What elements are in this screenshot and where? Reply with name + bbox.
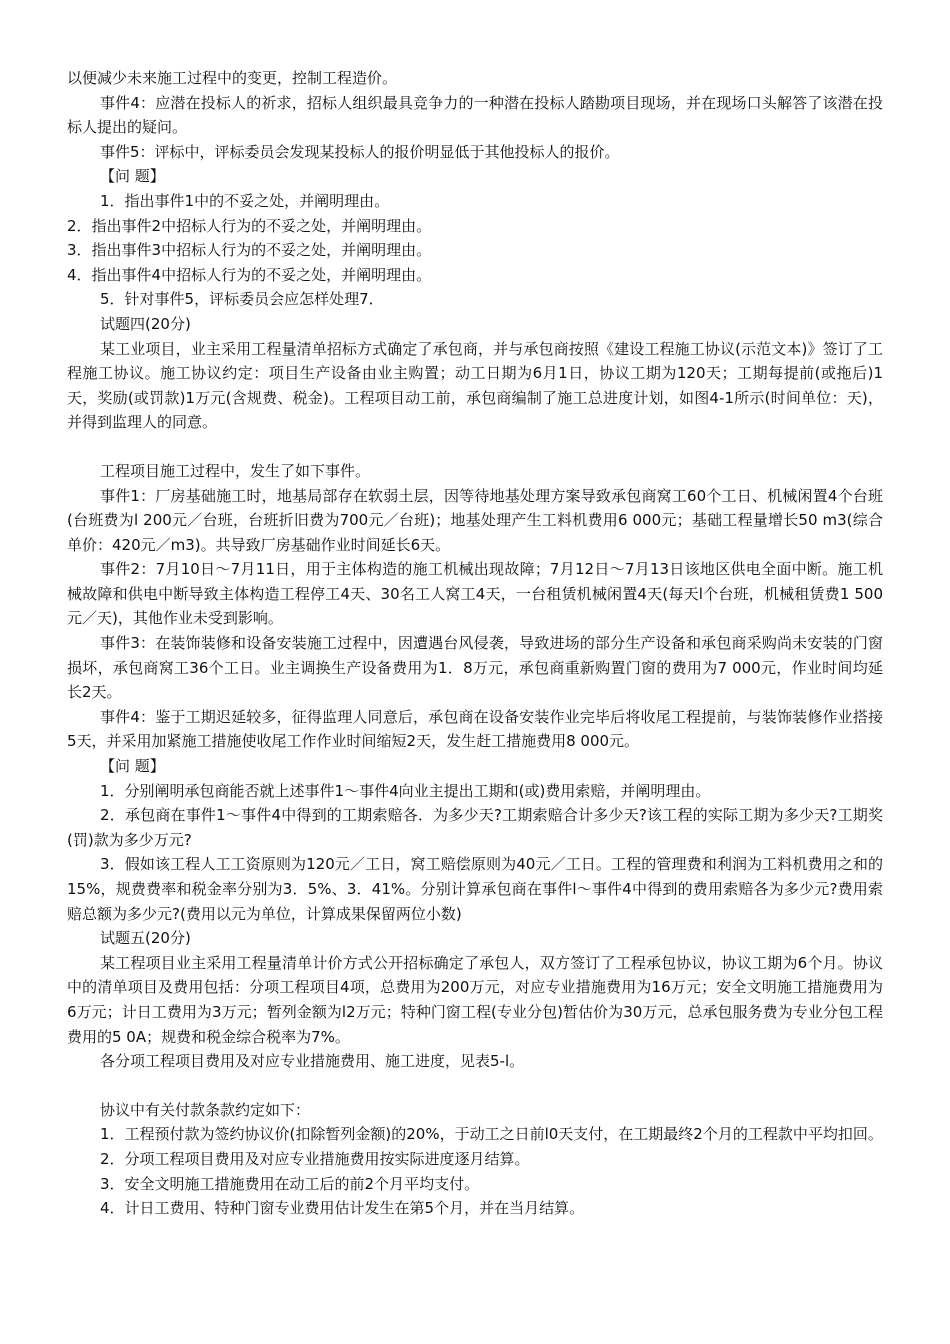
question-item: 2．指出事件2中招标人行为的不妥之处，并阐明理由。 <box>67 216 432 235</box>
question-item: 5．针对事件5，评标委员会应怎样处理7． <box>100 290 384 309</box>
paragraph: 某工业项目，业主采用工程量清单招标方式确定了承包商，并与承包商按照《建设工程施工协议(示范文本)》签订了工程施工协议。施工协议约定：项目生产设备由业主购置；动工日期为6月1日，协议工期为120天；工期每提前(或拖后)1天，奖励(或罚款)1万元(含规费、税金)。工程项目动工前，承包商编制了施工总进度计划，如图4-1所示(时间单位：天)，并得到监理人的同意。 <box>67 339 883 432</box>
paragraph: 工程项目施工过程中，发生了如下事件。 <box>100 461 371 480</box>
paragraph: 事件3：在装饰装修和设备安装施工过程中，因遭遇台风侵袭，导致进场的部分生产设备和承包商采购尚未安装的门窗损坏，承包商窝工36个工日。业主调换生产设备费用为1．8万元，承包商重新购置门窗的费用为7 000元，作业时间均延长2天。 <box>67 634 883 702</box>
question-item: 1．分别阐明承包商能否就上述事件1～事件4向业主提出工期和(或)费用索赔，并阐明理由。 <box>100 781 711 800</box>
paragraph: 事件4：鉴于工期迟延较多，征得监理人同意后，承包商在设备安装作业完毕后将收尾工程提前，与装饰装修作业搭接5天，并采用加紧施工措施使收尾工作作业时间缩短2天，发生赶工措施费用8 000元。 <box>67 707 883 751</box>
exam-question-title: 试题五(20分) <box>100 929 191 948</box>
question-item: 2．承包商在事件1～事件4中得到的工期索赔各．为多少天?工期索赔合计多少天?该工程的实际工期为多少天?工期奖(罚)款为多少万元? <box>67 806 883 849</box>
paragraph: 协议中有关付款条款约定如下： <box>100 1100 311 1119</box>
question-item: 1．指出事件1中的不妥之处，并阐明理由。 <box>100 191 390 210</box>
paragraph: 以便减少未来施工过程中的变更，控制工程造价。 <box>67 69 398 87</box>
payment-clause: 3．安全文明施工措施费用在动工后的前2个月平均支付。 <box>100 1174 480 1193</box>
section-heading: 【问 题】 <box>100 167 165 186</box>
paragraph: 事件2：7月10日～7月11日，用于主体构造的施工机械出现故障；7月12日～7月13日该地区供电全面中断。施工机械故障和供电中断导致主体构造工程停工4天、30名工人窝工4天，一台租赁机械闲置4天(每天l个台班，机械租赁费1 500元／天)，其他作业未受到影响。 <box>67 560 883 628</box>
question-item: 3．指出事件3中招标人行为的不妥之处，并阐明理由。 <box>67 241 432 260</box>
paragraph: 各分项工程项目费用及对应专业措施费用、施工进度，见表5-l。 <box>100 1052 525 1071</box>
exam-question-title: 试题四(20分) <box>100 314 191 333</box>
question-item: 3．假如该工程人工工资原则为120元／工日，窝工赔偿原则为40元／工日。工程的管理费和利润为工料机费用之和的15%，规费费率和税金率分别为3．5%、3．41%。分别计算承包商在事件l～事件4中得到的费用索赔各为多少元?费用索赔总额为多少元?(费用以元为单位，计算成果保留两位小数) <box>67 855 883 923</box>
paragraph: 事件5：评标中，评标委员会发现某投标人的报价明显低于其他投标人的报价。 <box>100 142 620 161</box>
question-item: 4．指出事件4中招标人行为的不妥之处，并阐明理由。 <box>67 265 432 284</box>
paragraph: 事件4：应潜在投标人的祈求，招标人组织最具竞争力的一种潜在投标人踏勘项目现场，并在现场口头解答了该潜在投标人提出的疑问。 <box>67 93 883 137</box>
paragraph: 某工程项目业主采用工程量清单计价方式公开招标确定了承包人，双方签订了工程承包协议，协议工期为6个月。协议中的清单项目及费用包括：分项工程项目4项，总费用为200万元，对应专业措施费用为16万元；安全文明施工措施费用为6万元；计日工费用为3万元；暂列金额为l2万元；特种门窗工程(专业分包)暂估价为30万元，总承包服务费为专业分包工程费用的5 0A；规费和税金综合税率为7%。 <box>67 953 883 1046</box>
payment-clause: 1．工程预付款为签约协议价(扣除暂列金额)的20%，于动工之日前l0天支付，在工期最终2个月的工程款中平均扣回。 <box>100 1125 883 1144</box>
blank-gap <box>67 1074 883 1098</box>
document-page <box>67 66 883 1221</box>
payment-clause: 4．计日工费用、特种门窗专业费用估计发生在第5个月，并在当月结算。 <box>100 1199 585 1218</box>
section-heading: 【问 题】 <box>100 757 165 776</box>
paragraph: 事件1：厂房基础施工时，地基局部存在软弱土层，因等待地基处理方案导致承包商窝工60个工日、机械闲置4个台班(台班费为l 200元／台班，台班折旧费为700元／台班)；地基处理产生工料机费用6 000元；基础工程量增长50 m3(综合单价：420元／m3)。共导致厂房基础作业时间延长6天。 <box>67 486 883 554</box>
blank-gap <box>67 435 883 459</box>
payment-clause: 2．分项工程项目费用及对应专业措施费用按实际进度逐月结算。 <box>100 1149 530 1168</box>
